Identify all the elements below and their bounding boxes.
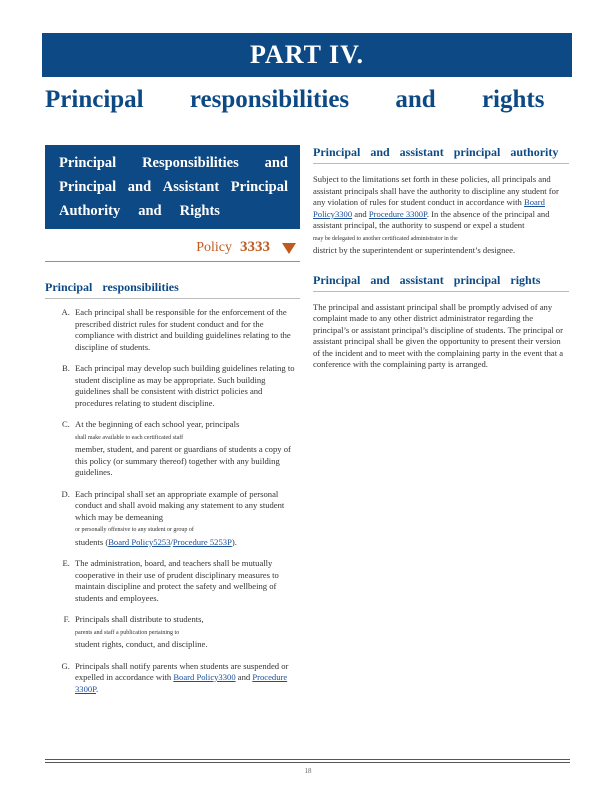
list-item: G. Principals shall notify parents when students are suspended or expelled in accordance with Board Policy3300 and Procedure 3300P.	[72, 661, 300, 696]
list-item: A. Each principal shall be responsible for the enforcement of the prescribed district rules for student conduct and for the compliance with district and building guidelines relating to the discipline of students.	[72, 307, 300, 353]
box-line-1: Principal Responsibilities and	[59, 155, 288, 171]
left-column	[45, 145, 300, 705]
procedure-3300p-link-right[interactable]: Procedure 3300P	[368, 208, 427, 219]
list-item: F. Principals shall distribute to students, parents and staff a publication pertaining to student rights, conduct, and discipline.	[72, 614, 300, 651]
right-column	[313, 145, 569, 371]
policy-number-row	[45, 239, 300, 262]
triangle-down-icon	[282, 243, 296, 254]
policy-title-box	[45, 145, 300, 229]
section-heading-rights: Principal and assistant principal rights	[313, 273, 569, 292]
rights-paragraph: The principal and assistant principal shall be promptly advised of any complaint made to any other district administrator regarding the principal’s or assistant principal’s discipline of students. The principal or assistant principal shall be given the opportunity to present their version of the incident and to meet with the complaining party in the event that a conference with the complaining party is arranged.	[313, 301, 564, 369]
section-heading-responsibilities: Principal responsibilities	[45, 280, 300, 299]
list-item: E. The administration, board, and teachers shall be mutually cooperative in their use of prudent disciplinary measures to maintain discipline and protect the safety and wellbeing of students and employees.	[72, 558, 300, 604]
box-line-3: Authority and Rights	[59, 203, 220, 219]
list-item: D. Each principal shall set an appropriate example of personal conduct and shall avoid making any statement to any student which may be demeaning or personally offensive to any student or group of students (Board Policy5253/Procedure 5253P).	[72, 489, 300, 549]
board-policy-3300-link[interactable]: Board Policy3300	[173, 672, 236, 682]
procedure-3300p-link[interactable]: Procedure 3300P	[75, 672, 288, 694]
authority-paragraph: Subject to the limitations set forth in these policies, all principals and assistant principals shall have the authority to discipline any student for any violation of rules for student conduct in accordance with Board Policy3300 and Procedure 3300P. In the absence of the principal and assistant principal, the authority to suspend or expel a student may be delegated to another certificated administrator in the district by the superintendent or superintendent’s designee.	[313, 174, 559, 255]
footer-rule	[45, 759, 570, 760]
procedure-5253p-link[interactable]: Procedure 5253P	[172, 536, 232, 547]
part-banner: PART IV.	[42, 33, 572, 77]
box-line-2: Principal and Assistant Principal	[59, 179, 288, 195]
board-policy-3300-link-right[interactable]: Board Policy3300	[313, 197, 545, 219]
policy-label: Policy	[196, 240, 232, 255]
responsibilities-list	[45, 307, 300, 695]
page-number: 18	[304, 767, 312, 775]
page-title: Principal responsibilities and rights	[45, 86, 545, 113]
footer-rule	[45, 762, 570, 763]
policy-number: 3333	[240, 239, 270, 255]
section-heading-authority: Principal and assistant principal authority	[313, 145, 569, 164]
list-item: C. At the beginning of each school year, principals shall make available to each certificated staff member, student, and parent or guardians of students a copy of this policy (or summary thereof) together with any building guidelines.	[72, 419, 300, 479]
list-item: B. Each principal may develop such building guidelines relating to student discipline as may be appropriate. Such building guidelines shall be consistent with district policies and procedures relating to student discipline.	[72, 363, 300, 409]
board-policy-5253-link[interactable]: Board Policy5253	[108, 536, 171, 547]
